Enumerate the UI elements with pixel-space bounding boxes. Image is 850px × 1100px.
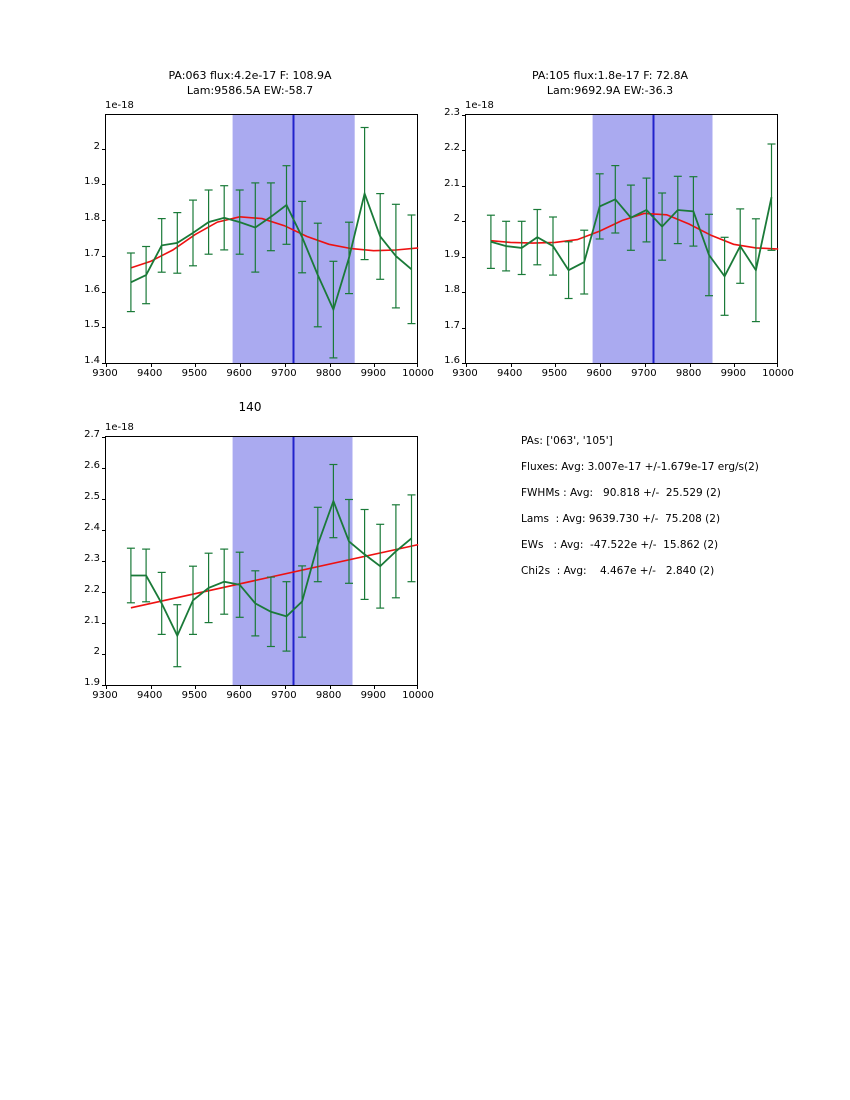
panel-combined-plot-area — [106, 437, 417, 685]
ytick — [102, 184, 106, 185]
ytick-label: 2.1 — [444, 177, 460, 189]
xtick-label: 9900 — [720, 368, 747, 379]
ytick — [102, 685, 106, 686]
xtick-label: 9600 — [226, 368, 252, 379]
ytick — [462, 363, 466, 364]
panel-combined-y-exponent: 1e-18 — [105, 422, 134, 433]
xtick — [690, 363, 691, 367]
ytick-label: 1.9 — [444, 248, 460, 260]
ytick — [102, 363, 106, 364]
xtick-label: 9600 — [586, 368, 612, 379]
ytick-label: 1.6 — [84, 283, 100, 295]
stats-line-fluxes: Fluxes: Avg: 3.007e-17 +/-1.679e-17 erg/s(2) — [521, 461, 759, 473]
xtick — [195, 363, 196, 367]
ytick — [462, 186, 466, 187]
ytick-label: 1.4 — [84, 355, 100, 366]
xtick — [240, 685, 241, 689]
ytick-label: 1.8 — [84, 212, 100, 224]
ytick — [102, 437, 106, 438]
xtick-label: 10000 — [402, 690, 434, 701]
ytick — [462, 150, 466, 151]
panel-pa105-subtitle: Lam:9692.9A EW:-36.3 — [546, 84, 674, 97]
summary-stats — [521, 428, 841, 584]
xtick-label: 9800 — [315, 690, 342, 701]
stats-line-chi2s: Chi2s : Avg: 4.467e +/- 2.840 (2) — [521, 565, 715, 577]
xtick — [106, 363, 107, 367]
xtick-label: 10000 — [402, 368, 434, 379]
xtick — [555, 363, 556, 367]
xtick-label: 9300 — [92, 368, 118, 379]
panel-pa063-plot-area — [106, 115, 417, 363]
ytick-label: 2.3 — [84, 553, 100, 564]
stats-line-fwhms: FWHMs : Avg: 90.818 +/- 25.529 (2) — [521, 487, 721, 499]
xtick-label: 9700 — [631, 368, 657, 379]
xtick — [600, 363, 601, 367]
xtick — [151, 685, 152, 689]
xtick-label: 9300 — [452, 368, 478, 379]
ytick — [102, 654, 106, 655]
panel-pa105 — [420, 68, 800, 388]
ytick-label: 2.2 — [84, 584, 100, 595]
ytick-label: 2.7 — [84, 429, 100, 440]
xtick-label: 9500 — [181, 690, 208, 701]
ytick-label: 2 — [93, 140, 100, 152]
xtick — [285, 363, 286, 367]
panel-pa105-plot-area — [466, 115, 777, 363]
ytick — [462, 257, 466, 258]
xtick — [374, 685, 375, 689]
xtick — [330, 363, 331, 367]
ytick-label: 2.1 — [84, 615, 100, 626]
ytick-label: 1.7 — [444, 319, 460, 331]
xtick — [374, 363, 375, 367]
stats-line-lams: Lams : Avg: 9639.730 +/- 75.208 (2) — [521, 513, 721, 525]
stats-line-pas: PAs: ['063', '105'] — [521, 435, 613, 447]
xtick — [417, 685, 418, 689]
xtick-label: 9500 — [541, 368, 568, 379]
panel-combined — [60, 390, 440, 710]
xtick — [285, 685, 286, 689]
xtick-label: 9700 — [271, 690, 297, 701]
xtick — [466, 363, 467, 367]
ytick-label: 1.5 — [84, 319, 100, 331]
xtick-label: 9300 — [92, 690, 118, 701]
xtick — [777, 363, 778, 367]
ytick — [102, 561, 106, 562]
ytick-label: 2.6 — [84, 460, 100, 471]
ytick-label: 2.5 — [84, 491, 100, 502]
xtick-label: 9800 — [675, 368, 702, 379]
xtick — [195, 685, 196, 689]
panel-pa063-title: PA:063 flux:4.2e-17 F: 108.9A — [168, 69, 332, 82]
panel-combined-axes — [105, 436, 418, 686]
xtick-label: 9400 — [136, 690, 163, 701]
panel-pa105-axes — [465, 114, 778, 364]
xtick — [645, 363, 646, 367]
ytick-label: 2.2 — [444, 142, 460, 154]
ytick-label: 2.3 — [444, 107, 460, 118]
xtick — [106, 685, 107, 689]
ytick-label: 2 — [453, 213, 460, 225]
xtick-label: 9500 — [181, 368, 208, 379]
ytick — [102, 623, 106, 624]
panel-pa063-y-exponent: 1e-18 — [105, 100, 134, 111]
ytick — [462, 328, 466, 329]
xtick — [417, 363, 418, 367]
ytick-label: 1.7 — [84, 247, 100, 259]
panel-combined-title: 140 — [238, 400, 262, 414]
ytick — [102, 149, 106, 150]
ytick-label: 1.9 — [84, 176, 100, 188]
xtick-label: 9600 — [226, 690, 252, 701]
panel-pa063-subtitle: Lam:9586.5A EW:-58.7 — [186, 84, 314, 97]
ytick-label: 2 — [93, 646, 100, 657]
ytick — [462, 115, 466, 116]
xtick-label: 9900 — [360, 690, 387, 701]
ytick-label: 2.4 — [84, 522, 100, 533]
ytick — [102, 592, 106, 593]
xtick — [511, 363, 512, 367]
ytick — [102, 530, 106, 531]
panel-pa105-title: PA:105 flux:1.8e-17 F: 72.8A — [532, 69, 688, 82]
panel-pa063-axes — [105, 114, 418, 364]
ytick — [462, 221, 466, 222]
stats-line-ews: EWs : Avg: -47.522e +/- 15.862 (2) — [521, 539, 719, 551]
ytick — [102, 327, 106, 328]
ytick-label: 1.9 — [84, 677, 100, 688]
xtick — [330, 685, 331, 689]
xtick-label: 9400 — [496, 368, 523, 379]
ytick-label: 1.6 — [444, 355, 460, 366]
ytick — [102, 256, 106, 257]
xtick-label: 10000 — [762, 368, 794, 379]
ytick — [102, 292, 106, 293]
ytick — [102, 220, 106, 221]
ytick-label: 1.8 — [444, 284, 460, 296]
ytick — [462, 292, 466, 293]
xtick-label: 9800 — [315, 368, 342, 379]
panel-pa105-y-exponent: 1e-18 — [465, 100, 494, 111]
xtick — [240, 363, 241, 367]
xtick-label: 9400 — [136, 368, 163, 379]
xtick-label: 9700 — [271, 368, 297, 379]
ytick — [102, 499, 106, 500]
xtick — [151, 363, 152, 367]
xtick-label: 9900 — [360, 368, 387, 379]
panel-pa063 — [60, 68, 440, 388]
xtick — [734, 363, 735, 367]
ytick — [102, 468, 106, 469]
